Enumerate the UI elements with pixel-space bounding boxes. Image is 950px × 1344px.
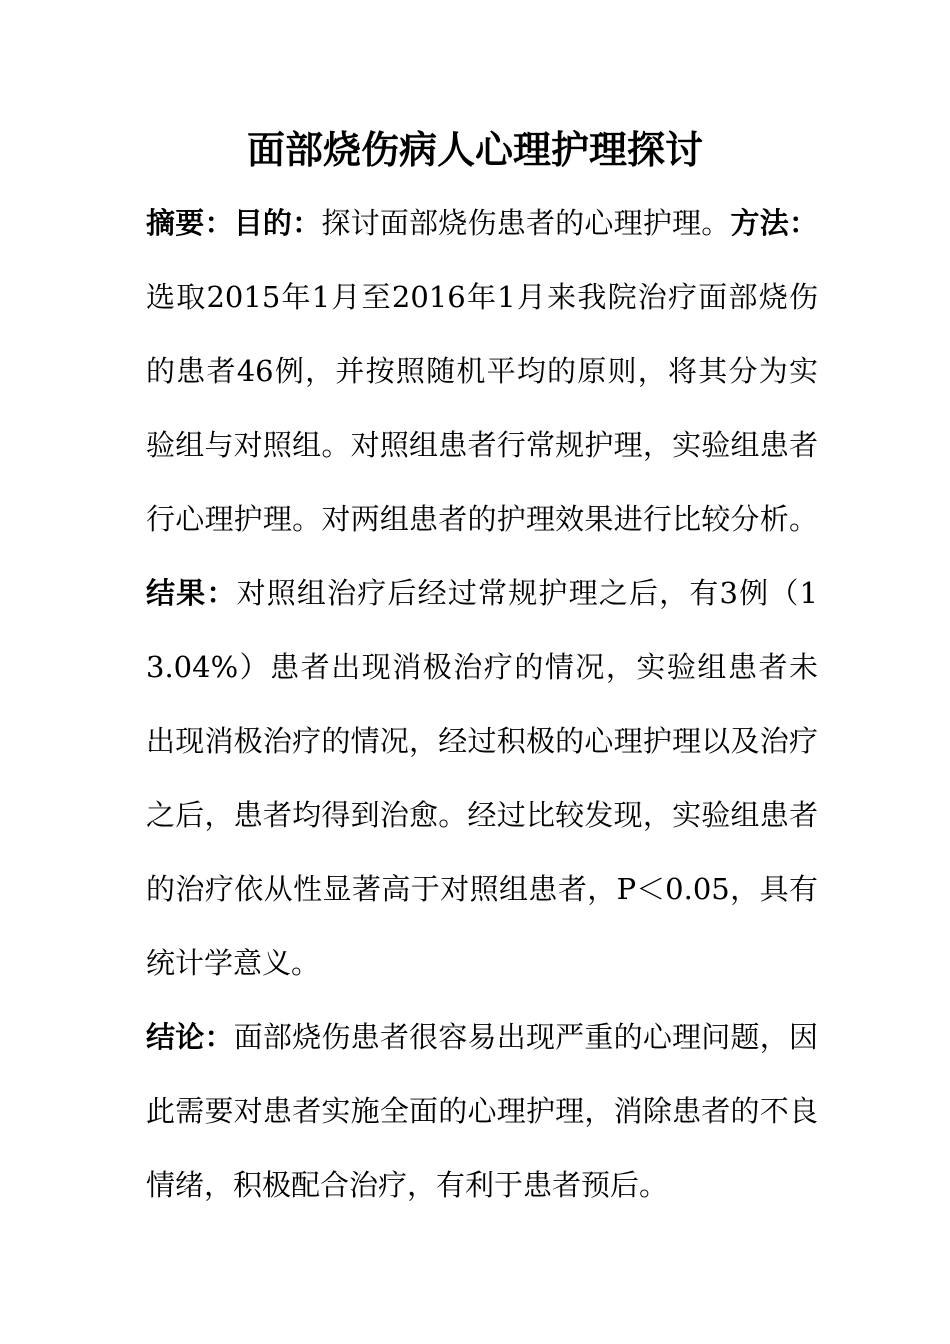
conclusion-label: 结论： bbox=[146, 1020, 234, 1054]
abstract-paragraph bbox=[146, 186, 818, 1222]
method-label: 方法： bbox=[730, 206, 818, 240]
abstract-label: 摘要： bbox=[146, 206, 234, 240]
purpose-label: 目的： bbox=[233, 206, 322, 240]
result-text: 对照组治疗后经过常规护理之后，有3例（13.04%）患者出现消极治疗的情况，实验组患者未出现消极治疗的情况，经过积极的心理护理以及治疗之后，患者均得到治愈。经过比较发现，实验组患者的治疗依从性显著高于对照组患者，P＜0.05，具有统计学意义。 bbox=[146, 576, 818, 980]
purpose-text: 探讨面部烧伤患者的心理护理。 bbox=[321, 206, 731, 240]
paper-title: 面部烧伤病人心理护理探讨 bbox=[246, 127, 703, 172]
conclusion-text: 面部烧伤患者很容易出现严重的心理问题，因此需要对患者实施全面的心理护理，消除患者的不良情绪，积极配合治疗，有利于患者预后。 bbox=[146, 1020, 818, 1202]
result-label: 结果： bbox=[146, 576, 237, 610]
method-text: 选取2015年1月至2016年1月来我院治疗面部烧伤的患者46例，并按照随机平均的原则，将其分为实验组与对照组。对照组患者行常规护理，实验组患者行心理护理。对两组患者的护理效果进行比较分析。 bbox=[146, 280, 818, 536]
